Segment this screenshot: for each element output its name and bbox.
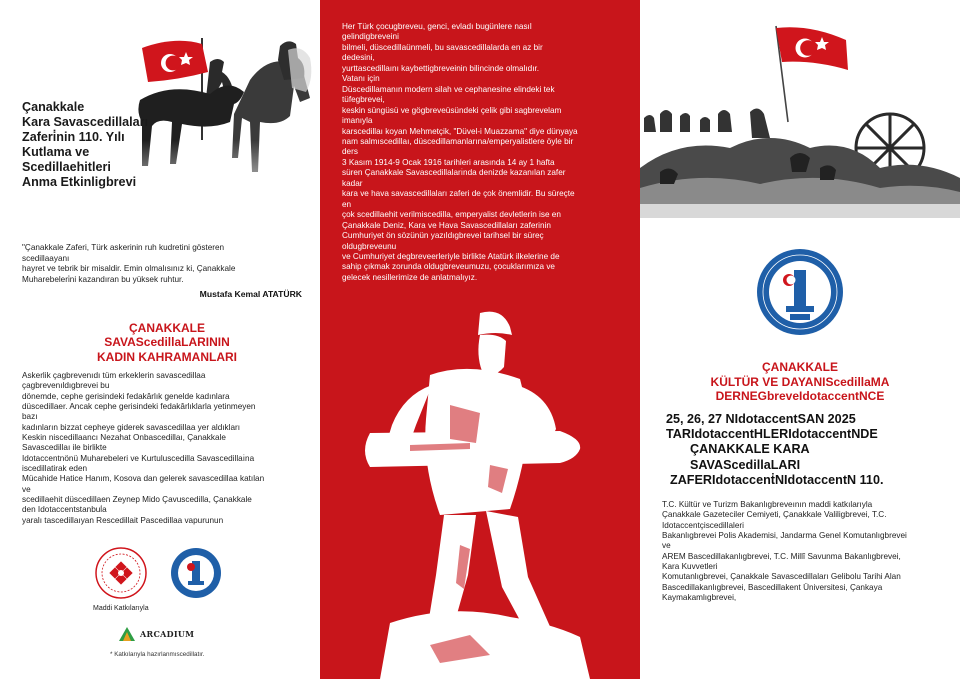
heroines-body-text: Askerlik çagbrevenıdı tüm erkeklerin savascedillaa çagbrevenıldıgbrevei bu dönemde, cephe gerisindeki fedakârlık genelde kadınlara düscedillaer. Ancak cephe gerisindeki fedakârlıklarla yetinmeyen bazı kadınların bizzat cepheye giderek savascedillaa yer aldıkları Keskin niscedillaancı Nezahat Onbascedillaı, Çanakkale Savascedillaı ile birlikte Idotaccentnönü Muharebeleri ve Kurtuluscedilla Savascedillaı̇na iscedillatirak eden Mücahide Hatice Hanım, Kosova dan gelerek savascedillaa katılan ve scedillaehit düscedillaen Zeynep Mido Çavuscedilla, Çanakkale den Idotaccentstanbul̇a yaralı tascedillaıyan Rescedillait Pascedillaa vapurunun [22,371,265,525]
sponsor-text: T.C. Kültür ve Turizm Bakanlıgbreveının maddi katkılarıyla Çanakkale Gazeteciler Cemiyeti, Çanakkale Valiligbrevei, T.C. Idotaccentçiscedillaleri Bakanlıgbrevei Polis Akademisi, Jandarma Genel Komutanlıgbrevei ve AREM Bascedillakanlıgbrevei, T.C. Millî Savunma Bakanlıgbrevei, Kara Kuvvetleri Komutanlıgbrevei, Çanakkale Savascedillaları Gelibolu Tarihi Alan Bascedillakanlıgbrevei, Bascedillakent Üniversitesi, Çankaya Kaymakamlıgbrevei, [662,500,907,603]
association-title: ÇANAKKALE KÜLTÜR VE DAYANIScedillaMA DERNEGbreveIdotaccentNCE [710,360,890,403]
footnote: * Katkılarıyla hazırlanmıscedillatır. [110,651,205,658]
soldier-statue-illustration [320,305,640,679]
support-caption: Maddi Katkılarıyla [93,605,149,612]
date-line-1: 25, 26, 27 NIdotaccentSAN 2025 [666,412,856,426]
date-line-5: ZAFERIdotaccenṫNIdotaccentN 110. [670,472,884,487]
arcadium-logo-icon [118,626,136,642]
heroines-heading: ÇANAKKALE SAVAScedillaLARININ KADIN KAHRAMANLARI [97,321,237,364]
center-body-text: Her Türk çocugbreveu, genci, evladı bugünlere nasıl gelindigbreveini bilmeli, düscedillaünmeli, bu savascedillalarda en az bir dedesini, yurttascedillaını kaybettigbreveinin bilincinde olmalıdır. Vatanı için Düscedillamanın modern silah ve cephanesine elindeki tek tüfegbrevei, keskin süngüsü ve gögbreveüsündeki çelik gibi sagbrevelam imanıyla karscedillaı koyan Mehmetçik, "Düvel-i Muazzama" diye dünyaya nam salmıscedillaı, düscedillamanlarına/emperyalistlere öyle bir ders 3 Kasım 1914-9 Ocak 1916 tarihleri arasında 14 ay 1 hafta süren Çanakkale Savascedillaları̇nda denizde kazanılan zafer kadar kara ve hava savascedillaları zaferi de çok önemlidir. Bu süreçte en çok scedillaehit verilmiscedilla, emperyalist devletlerin ise en Çanakkale Deniz, Kara ve Hava Savascedillaları zaferinin Cumhuriyet ön sözünün yazıldıgbrevei tarihsel bir süreç oldugbreveunu ve Cumhuriyet degbreveerleriyle birlikte Atatürk ilkelerine de sahip çıkmak zorunda oldugbreveumuzu, çocuklarımıza ve gelecek nesillerimize de anlatmalıyız. [342,22,578,282]
date-line-4: SAVAScedillaLARI [690,457,801,472]
battle-scene-illustration [640,18,960,218]
date-line-3: ÇANAKKALE KARA [690,442,810,457]
event-title: Çanakkale Kara Savascedillaları Zaferi̇nin 110. Yılı Kutlama ve Scedillaehitleri Anma Etkinligbrevi [22,100,149,189]
arcadium-name: ARCADIUM [140,629,195,639]
center-panel [320,0,640,679]
left-panel [0,0,320,679]
arcadium-logo [118,626,194,642]
ataturk-quote: "Çanakkale Zaferi, Türk askerinin ruh kudretini gösteren scedillaayanı hayret ve tebrik bir misaldir. Emin olmalısınız ki, Çanakkale Muharebeleri̇ni kazandıran bu yüksek ruhtur. [22,243,236,284]
date-line-2: TARIdotaccentHLERIdotaccentNDE [666,427,878,442]
right-panel [640,0,960,679]
quote-author: Mustafa Kemal ATATÜRK [199,289,302,299]
association-logo-small-icon [170,547,222,599]
association-logo-icon [756,248,844,336]
event-date-title [640,412,960,488]
ministry-logo-icon [95,547,147,599]
